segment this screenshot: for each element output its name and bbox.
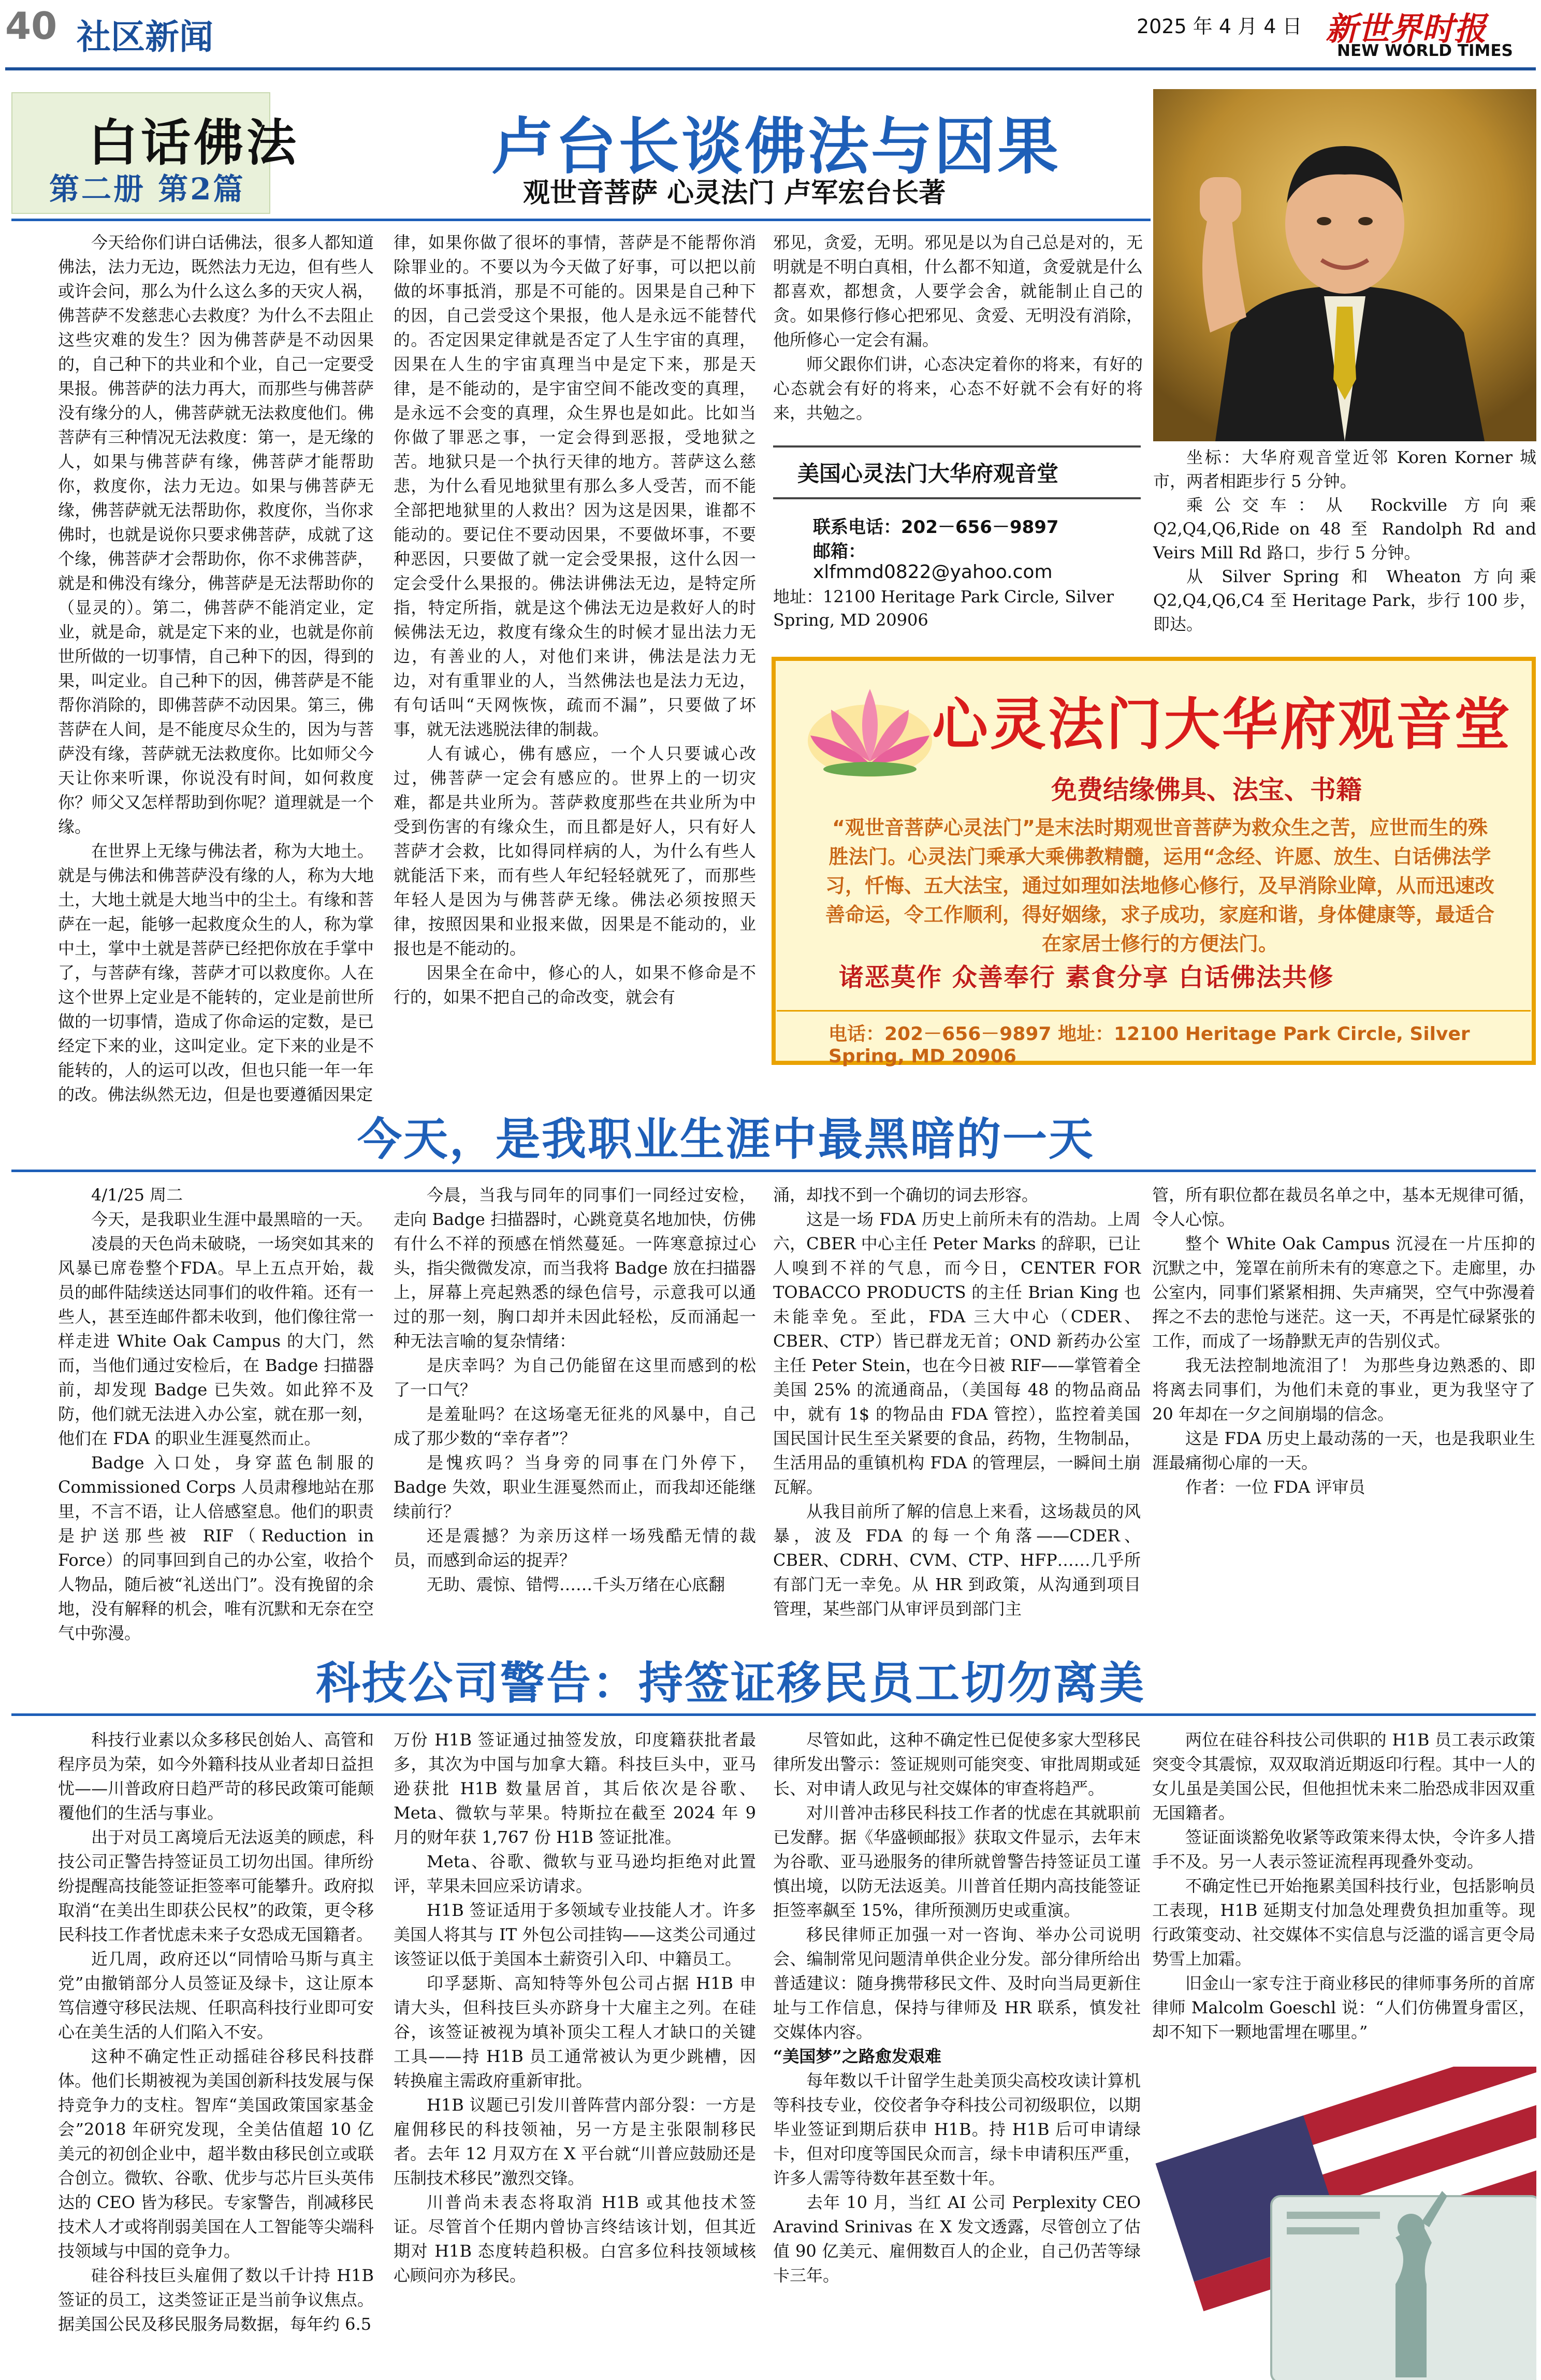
article3-headline: 科技公司警告：持签证移民员工切勿离美 bbox=[316, 1657, 1145, 1709]
article2-column-4 bbox=[1152, 1183, 1535, 1499]
ad-slogan: 诸恶莫作 众善奉行 素食分享 白话佛法共修 bbox=[839, 963, 1334, 992]
paragraph: 是庆幸吗？为自己仍能留在这里而感到的松了一口气？ bbox=[394, 1355, 756, 1400]
contact-organization: 美国心灵法门大华府观音堂 bbox=[797, 461, 1059, 486]
paper-logo-en: NEW WORLD TIMES bbox=[1337, 41, 1513, 60]
series-title: 白话佛法 bbox=[88, 113, 299, 172]
contact-rule bbox=[773, 497, 1141, 499]
paragraph: Meta、谷歌、微软与亚马逊均拒绝对此置评，苹果未回应采访请求。 bbox=[394, 1852, 756, 1896]
article3-rule bbox=[11, 1713, 1536, 1716]
ad-title: 心灵法门大华府观音堂 bbox=[932, 693, 1513, 757]
paragraph: 因果全在命中，修心的人，如果不修命是不行的，如果不把自己的命改变，就会有 bbox=[394, 963, 756, 1007]
article2-column-2 bbox=[394, 1183, 756, 1597]
article1-rule bbox=[11, 219, 1151, 221]
transit-info bbox=[1153, 445, 1536, 636]
article3-column-3 bbox=[773, 1728, 1141, 2288]
paragraph: 我无法控制地流泪了！ 为那些身边熟悉的、即将离去同事们，为他们未竟的事业，更为我坚守了 20 年却在一夕之间崩塌的信念。 bbox=[1152, 1355, 1535, 1424]
paragraph: 是愧疚吗？当身旁的同事在门外停下，Badge 失效，职业生涯戛然而止，而我却还能继续前行？ bbox=[394, 1453, 756, 1521]
article3-column-2 bbox=[394, 1728, 756, 2288]
page-number: 40 bbox=[5, 4, 57, 48]
ad-subtitle: 免费结缘佛具、法宝、书籍 bbox=[1051, 775, 1362, 805]
ad-body: “观世音菩萨心灵法门”是末法时期观世音菩萨为救众生之苦，应世而生的殊胜法门。心灵法门乘承大乘佛教精髓，运用“念经、许愿、放生、白话佛法学习，忏悔、五大法宝，通过如理如法地修心修行，及早消除业障，从而迅速改善命运，令工作顺利，得好姻缘，求子成功，家庭和谐，身体健康等，最适合在家居士修行的方便法门。 bbox=[825, 816, 1494, 955]
paragraph: 今天给你们讲白话佛法，很多人都知道佛法，法力无边，既然法力无边，但有些人或许会问，那么为什么这么多的天灾人祸，佛菩萨不发慈悲心去救度？为什么不去阻止这些灾难的发生？因为佛菩萨是不动因果的，自己种下的共业和个业，自己一定要受果报。佛菩萨的法力再大，而那些与佛菩萨没有缘分的人，佛菩萨就无法救度他们。佛菩萨有三种情况无法救度：第一，是无缘的人，如果与佛菩萨有缘，佛菩萨才能帮助你，救度你，法力无边。如果与佛菩萨无缘，佛菩萨就无法帮助你，救度你，当你求佛时，也就是说你只要求佛菩萨，成就了这个缘，佛菩萨才会帮助你，你不求佛菩萨，就是和佛没有缘分，佛菩萨是无法帮助你的（显灵的）。第二，佛菩萨不能消定业，定业，就是命，就是定下来的业，也就是你前世所做的一切事情，自己种下的因，得到的果，叫定业。自己种下的因，佛菩萨是不能帮你消除的，即佛菩萨不动因果。第三，佛菩萨在人间，是不能度尽众生的，因为与菩萨没有缘，菩萨就无法救度你。比如师父今天让你来听课，你说没有时间，如何救度你？师父又怎样帮助到你呢？道理就是一个缘。 bbox=[58, 233, 374, 836]
paragraph: 这是一场 FDA 历史上前所未有的浩劫。上周六，CBER 中心主任 Peter Marks 的辞职，已让人嗅到不祥的气息，而今日，CENTER FOR TOBACCO PRODUCTS 的主任 Brian King 也未能幸免。至此，FDA 三大中心（CDER、CBER、CTP）皆已群龙无首；OND 新药办公室主任 Peter Stein，也在今日被 RIF——掌管着全美国 25% 的流通商品，（美国每 48 的物品商品中，就有 1$ 的物品由 FDA 管控），监控着美国国民国计民生至关紧要的食品，药物，生物制品，生活用品的重镇机构 FDA 的管理层，一瞬间土崩瓦解。 bbox=[773, 1209, 1141, 1497]
series-subtitle: 第二册 第2篇 bbox=[49, 171, 245, 207]
paragraph: 不确定性已开始拖累美国科技行业，包括影响员工表现，H1B 延期支付加急处理费负担加重等。现行政策变动、社交媒体不实信息与泛滥的谣言更令局势雪上加霜。 bbox=[1152, 1876, 1535, 1969]
article2-column-3 bbox=[773, 1183, 1141, 1621]
article1-byline: 观世音菩萨 心灵法门 卢军宏台长著 bbox=[523, 178, 946, 209]
contact-rule bbox=[773, 445, 1141, 448]
issue-date: 2025 年 4 月 4 日 bbox=[1137, 15, 1302, 38]
paragraph: 人有诚心，佛有感应，一个人只要诚心改过，佛菩萨一定会有感应的。世界上的一切灾难，都是共业所为。菩萨救度那些在共业所为中受到伤害的有缘众生，而且都是好人，只有好人菩萨才会救，比如得同样病的人，为什么有些人就能活下来，而有些人年纪轻轻就死了，而那些年轻人是因为与佛菩萨无缘。佛法必须按照天律，按照因果和业报来做，因果是不能动的，业报也是不能动的。 bbox=[394, 744, 756, 958]
paragraph: 两位在硅谷科技公司供职的 H1B 员工表示政策突变令其震惊，双双取消近期返印行程。其中一人的女儿虽是美国公民，但他担忧未来二胎恐成非因双重无国籍者。 bbox=[1152, 1730, 1535, 1823]
paragraph: Badge 入口处，身穿蓝色制服的 Commissioned Corps 人员肃穆地站在那里，不言不语，让人倍感窒息。他们的职责是护送那些被 RIF（Reduction in Force）的同事回到自己的办公室，收拾个人物品，随后被“礼送出门”。没有挽留的余地，没有解释的机会，唯有沉默和无奈在空气中弥漫。 bbox=[58, 1453, 374, 1643]
article3-column-1 bbox=[58, 1728, 374, 2336]
header-rule bbox=[5, 67, 1536, 70]
contact-address: 地址：12100 Heritage Park Circle, Silver Spring, MD 20906 bbox=[773, 587, 1114, 630]
paragraph: 尽管如此，这种不确定性已促使多家大型移民律所发出警示：签证规则可能突变、审批周期或延长、对申请人政见与社交媒体的审查将趋严。 bbox=[773, 1730, 1141, 1798]
paragraph: 从我目前所了解的信息上来看，这场裁员的风暴，波及 FDA 的每一个角落——CDER、CBER、CDRH、CVM、CTP、HFP……几乎所有部门无一幸免。从 HR 到政策，从沟通到项目管理，某些部门从审评员到部门主 bbox=[773, 1502, 1141, 1619]
transit-line: 坐标：大华府观音堂近邻 Koren Korner 城市，两者相距步行 5 分钟。 bbox=[1153, 448, 1536, 491]
paragraph: 每年数以千计留学生赴美顶尖高校攻读计算机等科技专业，佼佼者争夺科技公司初级职位，以期毕业签证到期后获申 H1B。持 H1B 后可申请绿卡，但对印度等国民众而言，绿卡申请积压严重，许多人需等待数年甚至数十年。 bbox=[773, 2071, 1141, 2188]
article1-column-2 bbox=[394, 230, 756, 1009]
transit-line: 从 Silver Spring 和 Wheaton 方向乘 Q2,Q4,Q6,C4 至 Heritage Park，步行 100 步，即达。 bbox=[1153, 567, 1536, 634]
paragraph: H1B 议题已引发川普阵营内部分裂：一方是雇佣移民的科技领袖，另一方是主张限制移民者。去年 12 月双方在 X 平台就“川普应鼓励还是压制技术移民”激烈交锋。 bbox=[394, 2095, 756, 2188]
paragraph: 万份 H1B 签证通过抽签发放，印度籍获批者最多，其次为中国与加拿大籍。科技巨头中，亚马逊获批 H1B 数量居首，其后依次是谷歌、Meta、微软与苹果。特斯拉在截至 2024 年 9 月的财年获 1,767 份 H1B 签证批准。 bbox=[394, 1730, 756, 1847]
paragraph: 管，所有职位都在裁员名单之中，基本无规律可循，令人心惊。 bbox=[1152, 1185, 1535, 1229]
paragraph: 邪见，贪爱，无明。邪见是以为自己总是对的，无明就是不明白真相，什么都不知道，贪爱就是什么都喜欢，都想贪，人要学会舍，就能制止自己的贪。如果修行修心把邪见、贪爱、无明没有消除，他所修心一定会有漏。 bbox=[773, 233, 1143, 350]
paragraph: 无助、震惊、错愕……千头万绪在心底翻 bbox=[427, 1575, 725, 1594]
paragraph: 硅谷科技巨头雇佣了数以千计持 H1B 签证的员工，这类签证正是当前争议焦点。据美国公民及移民服务局数据，每年约 6.5 bbox=[58, 2266, 374, 2334]
paragraph: 川普尚未表态将取消 H1B 或其他技术签证。尽管首个任期内曾协言终结该计划，但其近期对 H1B 态度转趋积极。白宫多位科技领域核心顾问亦为移民。 bbox=[394, 2193, 756, 2285]
article2-headline: 今天，是我职业生涯中最黑暗的一天 bbox=[357, 1114, 1095, 1165]
paragraph: 还是震撼？为亲历这样一场残酷无情的裁员，而感到命运的捉弄？ bbox=[394, 1526, 756, 1570]
us-visa-flag-image bbox=[1152, 2067, 1536, 2380]
transit-line: 乘公交车：从 Rockville 方向乘 Q2,Q4,Q6,Ride on 48 至 Randolph Rd and Veirs Mill Rd 路口，步行 5 分钟。 bbox=[1153, 495, 1536, 562]
article1-headline: 卢台长谈佛法与因果 bbox=[492, 111, 1061, 182]
author-line: 作者：一位 FDA 评审员 bbox=[1185, 1477, 1365, 1497]
paragraph: 出于对员工离境后无法返美的顾虑，科技公司正警告持签证员工切勿出国。律所纷纷提醒高技能签证拒签率可能攀升。政府拟取消“在美出生即获公民权”的政策，更令移民科技工作者忧虑未来子女恐成无国籍者。 bbox=[58, 1827, 374, 1944]
subheading: “美国梦”之路愈发艰难 bbox=[773, 2046, 941, 2066]
paragraph: 今晨，当我与同年的同事们一同经过安检，走向 Badge 扫描器时，心跳竟莫名地加快，仿佛有什么不祥的预感在悄然蔓延。一阵寒意掠过心头，指尖微微发凉，而当我将 Badge 放在扫描器上，屏幕上亮起熟悉的绿色信号，示意我可以通过的那一刻，胸口却并未因此轻松，反而涌起一种无法言喻的复杂情绪： bbox=[394, 1185, 756, 1351]
lotus-icon bbox=[800, 679, 940, 782]
article1-column-3 bbox=[773, 230, 1143, 425]
paragraph: 这是 FDA 历史上最动荡的一天，也是我职业生涯最痛彻心扉的一天。 bbox=[1152, 1429, 1535, 1473]
contact-email[interactable]: xlfmmd0822@yahoo.com bbox=[813, 561, 1053, 583]
paragraph: 移民律师正加强一对一咨询、举办公司说明会、编制常见问题清单供企业分发。部分律所给出普适建议：随身携带移民文件、及时向当局更新住址与工作信息，保持与律师及 HR 联系，慎发社交媒体内容。 bbox=[773, 1925, 1141, 2042]
paragraph: 这种不确定性正动摇硅谷移民科技群体。他们长期被视为美国创新科技发展与保持竞争力的支柱。智库“美国政策国家基金会”2018 年研究发现，全美估值超 10 亿美元的初创企业中，超半数由移民创立或联合创立。微软、谷歌、优步与芯片巨头英伟达的 CEO 皆为移民。专家警告，削减移民技术人才或将削弱美国在人工智能等尖端科技领域与中国的竞争力。 bbox=[58, 2046, 374, 2261]
paragraph: H1B 签证适用于多领域专业技能人才。许多美国人将其与 IT 外包公司挂钩——这类公司通过该签证以低于美国本土薪资引入印、中籍员工。 bbox=[394, 1900, 756, 1969]
paper-logo: 新世界时报 bbox=[1326, 10, 1487, 48]
paragraph: 涌，却找不到一个确切的词去形容。 bbox=[773, 1185, 1039, 1205]
article2-column-1 bbox=[58, 1183, 374, 1646]
paragraph: 在世界上无缘与佛法者，称为大地土。就是与佛法和佛菩萨没有缘的人，称为大地土，大地土就是大地当中的尘土。有缘和菩萨在一起，能够一起救度众生的人，称为掌中土，掌中土就是菩萨已经把你放在手掌中了，与菩萨有缘，菩萨才可以救度你。人在这个世界上定业是不能转的，定业是前世所做的一切事情，造成了你命运的定数，是已经定下来的业，这叫定业。定下来的业是不能转的，人的运可以改，但也只能一年一年的改。佛法纵然无边，但是也要遵循因果定 bbox=[58, 841, 374, 1104]
paragraph: 今天，是我职业生涯中最黑暗的一天。 bbox=[91, 1209, 373, 1229]
paragraph: 近几周，政府还以“同情哈马斯与真主党”由撤销部分人员签证及绿卡，这让原本笃信遵守移民法规、任职高科技行业即可安心在美生活的人们陷入不安。 bbox=[58, 1949, 374, 2042]
section-title: 社区新闻 bbox=[77, 17, 213, 57]
paragraph: 签证面谈豁免收紧等政策来得太快，令许多人措手不及。另一人表示签证流程再现叠外变动。 bbox=[1152, 1827, 1535, 1871]
contact-email-label: 邮箱： bbox=[813, 541, 866, 562]
article2-rule bbox=[11, 1170, 1536, 1172]
ad-rule bbox=[777, 1010, 1531, 1012]
paragraph: 凌晨的天色尚未破晓，一场突如其来的风暴已席卷整个FDA。早上五点开始，裁员的邮件陆续送达同事们的收件箱。还有一些人，甚至连邮件都未收到，他们像往常一样走进 White Oak Campus 的大门，然而，当他们通过安检后，在 Badge 扫描器前，却发现 Badge 已失效。如此猝不及防，他们就无法进入办公室，就在那一刻，他们在 FDA 的职业生涯戛然而止。 bbox=[58, 1234, 374, 1448]
paragraph: 印孚瑟斯、高知特等外包公司占据 H1B 申请大头，但科技巨头亦跻身十大雇主之列。在硅谷，该签证被视为填补顶尖工程人才缺口的关键工具——持 H1B 员工通常被认为更少跳槽，因转换雇主需政府重新审批。 bbox=[394, 1973, 756, 2090]
article1-column-1 bbox=[58, 230, 374, 1107]
paragraph: 整个 White Oak Campus 沉浸在一片压抑的沉默之中，笼罩在前所未有的寒意之下。走廊里，办公室内，同事们紧紧相拥、失声痛哭，空气中弥漫着挥之不去的悲怆与迷茫。这一天，不再是忙碌紧张的工作，而成了一场静默无声的告别仪式。 bbox=[1152, 1234, 1535, 1351]
paragraph: 对川普冲击移民科技工作者的忧虑在其就职前已发酵。据《华盛顿邮报》获取文件显示，去年末为谷歌、亚马逊服务的律所就曾警告持签证员工谨慎出境，以防无法返美。川普首任期内高技能签证拒签率飙至 15%，律所预测历史或重演。 bbox=[773, 1803, 1141, 1920]
dateline: 4/1/25 周二 bbox=[91, 1185, 183, 1205]
speaker-photo bbox=[1153, 89, 1536, 441]
paragraph: 科技行业素以众多移民创始人、高管和程序员为荣，如今外籍科技从业者却日益担忧——川普政府日趋严苛的移民政策可能颠覆他们的生活与事业。 bbox=[58, 1730, 374, 1823]
article3-column-4 bbox=[1152, 1728, 1535, 2044]
paragraph: 是羞耻吗？在这场毫无征兆的风暴中，自己成了那少数的“幸存者”？ bbox=[394, 1404, 756, 1448]
paragraph: 去年 10 月，当红 AI 公司 Perplexity CEO Aravind Srinivas 在 X 发文透露，尽管创立了估值 90 亿美元、雇佣数百人的企业，自己仍苦等绿卡三年。 bbox=[773, 2193, 1141, 2285]
contact-phone: 联系电话：202－656－9897 bbox=[813, 517, 1059, 538]
paragraph: 师父跟你们讲，心态决定着你的将来，有好的心态就会有好的将来，心态不好就不会有好的将来，共勉之。 bbox=[773, 354, 1143, 423]
ad-footer: 电话：202－656－9897 地址：12100 Heritage Park Circle, Silver Spring, MD 20906 bbox=[828, 1023, 1470, 1067]
paragraph: 旧金山一家专注于商业移民的律师事务所的首席律师 Malcolm Goeschl 说：“人们仿佛置身雷区，却不知下一颗地雷埋在哪里。” bbox=[1152, 1973, 1535, 2042]
paragraph: 律，如果你做了很坏的事情，菩萨是不能帮你消除罪业的。不要以为今天做了好事，可以把以前做的坏事抵消，那是不可能的。因果是自己种下的因，自己尝受这个果报，他人是永远不能替代的。否定因果定律就是否定了人生宇宙的真理，因果在人生的宇宙真理当中是定下来，那是天律，是不能动的，是宇宙空间不能改变的真理，是永远不会变的真理，众生界也是如此。比如当你做了罪恶之事，一定会得到恶报，受地狱之苦。地狱只是一个执行天律的地方。菩萨这么慈悲，为什么看见地狱里有那么多人受苦，而不能全部把地狱里的人救出？因为这是因果，谁都不能动的。要记住不要动因果，不要做坏事，不要种恶因，只要做了就一定会受果报，这什么因一定会受什么果报的。佛法讲佛法无边，是特定所指，特定所指，就是这个佛法无边是救好人的时候佛法无边，救度有缘众生的时候才显出法力无边，有善业的人，对他们来讲，佛法是法力无边，对有重罪业的人，当然佛法也是法力无边，有句话叫“天网恢恢，疏而不漏”，只要做了坏事，就无法逃脱法律的制裁。 bbox=[394, 233, 756, 739]
